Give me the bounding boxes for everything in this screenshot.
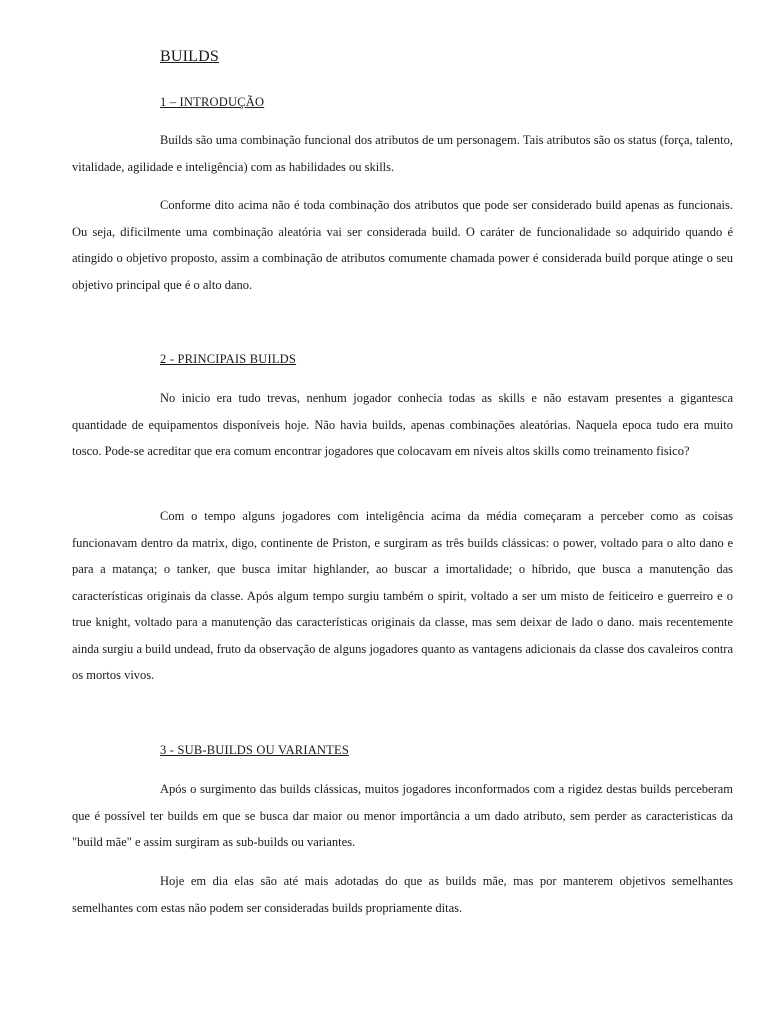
paragraph: No inicio era tudo trevas, nenhum jogador conhecia todas as skills e não estavam presentes a gigantesca quantidade de equipamentos disponíveis hoje. Não havia builds, apenas combinações aleatórias. Naquela epoca tudo era muito tosco. Pode-se acreditar que era comum encontrar jogadores que colocavam em níveis altos skills como treinamento fisico?	[72, 391, 733, 458]
section-heading-principais-builds: 2 - PRINCIPAIS BUILDS	[160, 352, 297, 366]
paragraph: Hoje em dia elas são até mais adotadas do que as builds mãe, mas por manterem objetivos semelhantes semelhantes com estas não podem ser consideradas builds propriamente ditas.	[72, 874, 733, 915]
document-title: BUILDS	[160, 48, 219, 65]
paragraph: Builds são uma combinação funcional dos atributos de um personagem. Tais atributos são os status (força, talento, vitalidade, agilidade e inteligência) com as habilidades ou skills.	[72, 133, 733, 174]
section-heading-introducao: 1 – INTRODUÇÃO	[160, 95, 265, 109]
paragraph: Com o tempo alguns jogadores com inteligência acima da média começaram a perceber como as coisas funcionavam dentro da matrix, digo, continente de Priston, e surgiram as três builds clássicas: o power, voltado para o alto dano e para a matança; o tanker, que busca imitar highlander, ao buscar a imortalidade; o híbrido, que busca a manutenção das características originais da classe. Após algum tempo surgiu também o spirit, voltado a ser um misto de feiticeiro e guerreiro e o true knight, voltado para a manutenção das características originais da classe, mas sem deixar de lado o dano. mais recentemente ainda surgiu a build undead, fruto da observação de alguns jogadores quanto as vantagens adicionais da classe dos cavaleiros contra os mortos vivos.	[72, 509, 733, 682]
paragraph: Conforme dito acima não é toda combinação dos atributos que pode ser considerado build apenas as funcionais. Ou seja, dificilmente uma combinação aleatória vai ser considerada build. O caráter de funcionalidade so adquirido quando é atingido o objetivo proposto, assim a combinação de atributos comumente chamada power é considerada build porque atinge o seu objetivo principal que é o alto dano.	[72, 198, 733, 292]
paragraph: Após o surgimento das builds clássicas, muitos jogadores inconformados com a rigidez destas builds perceberam que é possível ter builds em que se busca dar maior ou menor importância a um dado atributo, sem perder as caracteristicas da "build mãe" e assim surgiram as sub-builds ou variantes.	[72, 782, 733, 849]
section-heading-sub-builds: 3 - SUB-BUILDS OU VARIANTES	[160, 743, 349, 757]
